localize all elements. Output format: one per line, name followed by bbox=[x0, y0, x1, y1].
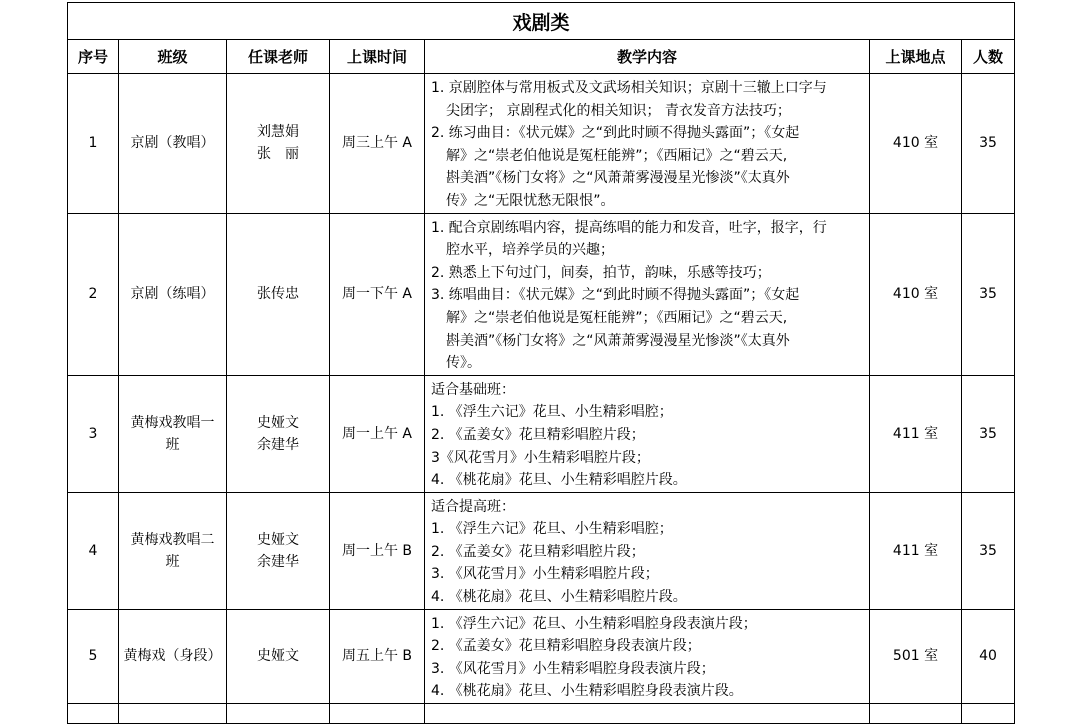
teaching-content bbox=[425, 492, 870, 609]
teacher-names bbox=[227, 609, 330, 703]
teacher-name: 刘慧娟 bbox=[257, 124, 299, 141]
room: 410 室 bbox=[870, 74, 962, 214]
col-header-class: 班级 bbox=[119, 40, 227, 74]
content-line: 3. 《风花雪月》小生精彩唱腔片段； bbox=[431, 566, 659, 583]
class-name bbox=[119, 492, 227, 609]
teacher-names bbox=[227, 375, 330, 492]
content-line: 尖团字； 京剧程式化的相关知识； 青衣发音方法技巧； bbox=[446, 102, 791, 119]
student-count: 35 bbox=[962, 375, 1015, 492]
content-line: 3《风花雪月》小生精彩唱腔片段； bbox=[431, 449, 650, 466]
content-line: 1. 配合京剧练唱内容，提高练唱的能力和发音，吐字，报字，行 bbox=[431, 219, 827, 236]
teacher-name: 史娅文 bbox=[257, 414, 299, 431]
content-line: 4. 《桃花扇》花旦、小生精彩唱腔片段。 bbox=[431, 472, 687, 489]
col-header-room: 上课地点 bbox=[870, 40, 962, 74]
teacher-name: 张传忠 bbox=[257, 286, 299, 303]
content-line: 解》之“崇老伯他说是冤枉能辨”；《西厢记》之“碧云天, bbox=[446, 309, 788, 326]
content-line: 3. 《风花雪月》小生精彩唱腔身段表演片段； bbox=[431, 660, 715, 677]
col-header-no: 序号 bbox=[68, 40, 119, 74]
content-line: 2. 《孟姜女》花旦精彩唱腔片段； bbox=[431, 543, 645, 560]
content-line: 传》之“无限忧愁无限恨”。 bbox=[446, 192, 615, 209]
col-header-count: 人数 bbox=[962, 40, 1015, 74]
table-row bbox=[68, 492, 1015, 609]
content-line: 2. 《孟姜女》花旦精彩唱腔片段； bbox=[431, 426, 645, 443]
col-header-teacher: 任课老师 bbox=[227, 40, 330, 74]
content-line: 3. 练唱曲目：《状元媒》之“到此时顾不得抛头露面”；《女起 bbox=[431, 287, 800, 304]
room: 411 室 bbox=[870, 492, 962, 609]
class-name: 京剧（练唱） bbox=[119, 213, 227, 375]
class-time: 周一上午 A bbox=[330, 375, 425, 492]
teacher-name: 张 丽 bbox=[257, 146, 299, 163]
content-line: 2. 《孟姜女》花旦精彩唱腔身段表演片段； bbox=[431, 638, 701, 655]
table-title: 戏剧类 bbox=[68, 3, 1015, 40]
class-name: 黄梅戏（身段） bbox=[119, 609, 227, 703]
row-no: 3 bbox=[68, 375, 119, 492]
teacher-name: 史娅文 bbox=[257, 648, 299, 665]
teaching-content bbox=[425, 375, 870, 492]
class-time: 周一上午 B bbox=[330, 492, 425, 609]
class-time: 周三上午 A bbox=[330, 74, 425, 214]
room: 501 室 bbox=[870, 609, 962, 703]
teacher-names bbox=[227, 492, 330, 609]
col-header-content: 教学内容 bbox=[425, 40, 870, 74]
table-row bbox=[68, 74, 1015, 214]
content-line: 斟美酒”《杨门女将》之“风萧萧雾漫漫星光惨淡”《太真外 bbox=[446, 332, 790, 349]
teaching-content bbox=[425, 74, 870, 214]
header-row bbox=[68, 40, 1015, 74]
class-time: 周一下午 A bbox=[330, 213, 425, 375]
table-row bbox=[68, 213, 1015, 375]
room: 410 室 bbox=[870, 213, 962, 375]
content-line: 腔水平，培养学员的兴趣； bbox=[446, 242, 614, 259]
class-name-line: 黄梅戏教唱一 bbox=[130, 414, 215, 431]
course-table bbox=[67, 2, 1015, 724]
class-time: 周五上午 B bbox=[330, 609, 425, 703]
content-line: 斟美酒”《杨门女将》之“风萧萧雾漫漫星光惨淡”《太真外 bbox=[446, 170, 790, 187]
content-line: 2. 熟悉上下句过门，间奏，拍节，韵味，乐感等技巧； bbox=[431, 264, 771, 281]
content-line: 4. 《桃花扇》花旦、小生精彩唱腔身段表演片段。 bbox=[431, 683, 743, 700]
class-name: 京剧（教唱） bbox=[119, 74, 227, 214]
teacher-name: 余建华 bbox=[257, 436, 299, 453]
student-count: 40 bbox=[962, 609, 1015, 703]
class-name-line: 班 bbox=[165, 553, 180, 570]
student-count: 35 bbox=[962, 74, 1015, 214]
student-count: 35 bbox=[962, 492, 1015, 609]
class-name-line: 班 bbox=[165, 436, 180, 453]
content-line: 1. 《浮生六记》花旦、小生精彩唱腔身段表演片段； bbox=[431, 615, 757, 632]
content-line: 适合提高班： bbox=[431, 498, 515, 515]
teacher-names bbox=[227, 74, 330, 214]
content-line: 1. 《浮生六记》花旦、小生精彩唱腔； bbox=[431, 404, 673, 421]
row-no: 4 bbox=[68, 492, 119, 609]
row-no: 5 bbox=[68, 609, 119, 703]
col-header-time: 上课时间 bbox=[330, 40, 425, 74]
content-line: 适合基础班： bbox=[431, 381, 515, 398]
content-line: 传》。 bbox=[446, 355, 481, 372]
teacher-name: 余建华 bbox=[257, 553, 299, 570]
teaching-content bbox=[425, 213, 870, 375]
teaching-content bbox=[425, 609, 870, 703]
room: 411 室 bbox=[870, 375, 962, 492]
content-line: 1. 京剧腔体与常用板式及文武场相关知识；京剧十三辙上口字与 bbox=[431, 80, 827, 96]
row-no: 1 bbox=[68, 74, 119, 214]
table-row bbox=[68, 609, 1015, 703]
table-row bbox=[68, 375, 1015, 492]
row-no: 2 bbox=[68, 213, 119, 375]
teacher-name: 史娅文 bbox=[257, 531, 299, 548]
content-line: 4. 《桃花扇》花旦、小生精彩唱腔片段。 bbox=[431, 589, 687, 606]
content-line: 解》之“崇老伯他说是冤枉能辨”；《西厢记》之“碧云天, bbox=[446, 147, 788, 164]
content-line: 2. 练习曲目：《状元媒》之“到此时顾不得抛头露面”；《女起 bbox=[431, 125, 800, 142]
class-name-line: 黄梅戏教唱二 bbox=[130, 531, 215, 548]
class-name bbox=[119, 375, 227, 492]
teacher-names bbox=[227, 213, 330, 375]
student-count: 35 bbox=[962, 213, 1015, 375]
content-line: 1. 《浮生六记》花旦、小生精彩唱腔； bbox=[431, 521, 673, 538]
